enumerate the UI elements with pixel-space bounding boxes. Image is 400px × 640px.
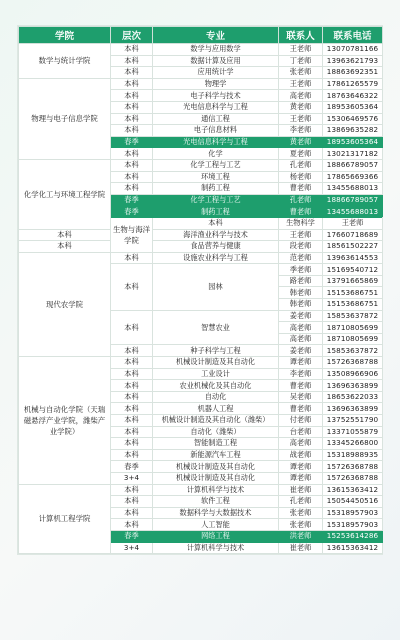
level-cell: 本科 <box>111 426 153 438</box>
college-cell: 化学化工与环境工程学院 <box>19 159 111 229</box>
contact-cell: 段老师 <box>279 241 323 253</box>
phone-cell: 13791665869 <box>323 275 383 287</box>
contact-cell: 高老师 <box>279 438 323 450</box>
level-cell: 3+4 <box>111 542 153 554</box>
phone-cell: 13963621793 <box>323 55 383 67</box>
contact-cell: 王老师 <box>323 217 383 229</box>
phone-cell: 15318988935 <box>323 449 383 461</box>
contact-cell: 崔老师 <box>279 484 323 496</box>
contact-cell: 张老师 <box>279 507 323 519</box>
level-cell: 本科 <box>111 67 153 79</box>
phone-cell: 15253614286 <box>323 530 383 542</box>
contact-cell: 姜老师 <box>279 345 323 357</box>
college-cell: 生物与海洋学院 <box>111 217 153 252</box>
major-cell: 化学工程与工艺 <box>153 159 279 171</box>
major-cell: 机械设计制造及其自动化（潍柴） <box>153 415 279 427</box>
contact-cell: 杨老师 <box>279 171 323 183</box>
phone-cell: 13869635282 <box>323 125 383 137</box>
major-cell: 应用统计学 <box>153 67 279 79</box>
phone-cell: 18866789057 <box>323 194 383 206</box>
admissions-contact-table <box>18 26 383 554</box>
major-cell: 电子信息材料 <box>153 125 279 137</box>
major-cell: 海洋渔业科学与技术 <box>153 229 279 241</box>
level-cell: 本科 <box>111 252 153 264</box>
major-cell: 制药工程 <box>153 206 279 218</box>
phone-cell: 18763646322 <box>323 90 383 102</box>
major-cell: 生物科学 <box>279 217 323 229</box>
table-row <box>19 241 383 253</box>
major-cell: 制药工程 <box>153 183 279 195</box>
major-cell: 软件工程 <box>153 496 279 508</box>
major-cell: 机械设计制造及其自动化 <box>153 472 279 484</box>
college-cell: 物理与电子信息学院 <box>19 78 111 159</box>
contact-cell: 高老师 <box>279 333 323 345</box>
major-cell: 人工智能 <box>153 519 279 531</box>
table-row <box>19 484 383 496</box>
level-cell: 本科 <box>111 496 153 508</box>
contact-cell: 丁老师 <box>279 55 323 67</box>
major-cell: 自动化（潍柴） <box>153 426 279 438</box>
phone-cell: 15169540712 <box>323 264 383 276</box>
college-cell: 现代农学院 <box>19 252 111 356</box>
contact-cell: 谭老师 <box>279 461 323 473</box>
phone-cell: 13615363412 <box>323 484 383 496</box>
level-cell: 本科 <box>111 148 153 160</box>
contact-cell: 曹老师 <box>279 183 323 195</box>
contact-cell: 黄老师 <box>279 101 323 113</box>
contact-cell: 夏老师 <box>279 148 323 160</box>
phone-cell: 13508966906 <box>323 368 383 380</box>
table-row <box>19 229 383 241</box>
contact-cell: 季老师 <box>279 264 323 276</box>
level-cell: 本科 <box>111 415 153 427</box>
level-cell: 本科 <box>153 217 279 229</box>
major-cell: 智能制造工程 <box>153 438 279 450</box>
contact-cell: 黄老师 <box>279 136 323 148</box>
level-cell: 本科 <box>111 125 153 137</box>
header-phone: 联系电话 <box>323 27 383 44</box>
major-cell: 数据计算及应用 <box>153 55 279 67</box>
contact-table-card <box>18 26 382 554</box>
major-cell: 种子科学与工程 <box>153 345 279 357</box>
major-cell: 物理学 <box>153 78 279 90</box>
phone-cell: 15153686751 <box>323 287 383 299</box>
contact-cell: 王老师 <box>279 78 323 90</box>
major-cell: 光电信息科学与工程 <box>153 101 279 113</box>
major-cell: 网络工程 <box>153 530 279 542</box>
phone-cell: 13455688013 <box>323 183 383 195</box>
phone-cell: 15054450516 <box>323 496 383 508</box>
major-cell: 光电信息科学与工程 <box>153 136 279 148</box>
phone-cell: 18953605364 <box>323 136 383 148</box>
contact-cell: 韩老师 <box>279 287 323 299</box>
major-cell: 数学与应用数学 <box>153 44 279 56</box>
phone-cell: 18953605364 <box>323 101 383 113</box>
level-cell: 本科 <box>111 44 153 56</box>
phone-cell: 13021317182 <box>323 148 383 160</box>
contact-cell: 张老师 <box>279 519 323 531</box>
contact-cell: 高老师 <box>279 90 323 102</box>
phone-cell: 15153686751 <box>323 299 383 311</box>
phone-cell: 18866789057 <box>323 159 383 171</box>
table-row <box>19 252 383 264</box>
level-cell: 本科 <box>19 241 111 253</box>
phone-cell: 18710805699 <box>323 322 383 334</box>
phone-cell: 13455688013 <box>323 206 383 218</box>
phone-cell: 15726368788 <box>323 472 383 484</box>
level-cell: 本科 <box>111 159 153 171</box>
contact-cell: 曹老师 <box>279 380 323 392</box>
level-cell: 春季 <box>111 530 153 542</box>
contact-cell: 台老师 <box>279 426 323 438</box>
major-cell: 设施农业科学与工程 <box>153 252 279 264</box>
major-cell: 通信工程 <box>153 113 279 125</box>
level-cell: 本科 <box>111 449 153 461</box>
level-cell: 本科 <box>111 380 153 392</box>
major-cell: 计算机科学与技术 <box>153 484 279 496</box>
table-row <box>19 159 383 171</box>
college-cell: 计算机工程学院 <box>19 484 111 554</box>
major-cell: 机械设计制造及其自动化 <box>153 461 279 473</box>
phone-cell: 15306469576 <box>323 113 383 125</box>
contact-cell: 孔老师 <box>279 496 323 508</box>
level-cell: 本科 <box>111 113 153 125</box>
level-cell: 本科 <box>111 484 153 496</box>
phone-cell: 17660718689 <box>323 229 383 241</box>
level-cell: 本科 <box>111 403 153 415</box>
contact-cell: 李老师 <box>279 125 323 137</box>
contact-cell: 洪老师 <box>279 530 323 542</box>
contact-cell: 韩老师 <box>279 299 323 311</box>
major-cell: 机器人工程 <box>153 403 279 415</box>
phone-cell: 18561502227 <box>323 241 383 253</box>
table-row <box>19 357 383 369</box>
level-cell: 本科 <box>111 90 153 102</box>
phone-cell: 17861265579 <box>323 78 383 90</box>
phone-cell: 15726368788 <box>323 461 383 473</box>
level-cell: 本科 <box>111 55 153 67</box>
level-cell: 本科 <box>111 357 153 369</box>
contact-cell: 孔老师 <box>279 159 323 171</box>
header-major: 专业 <box>153 27 279 44</box>
major-cell: 农业机械化及其自动化 <box>153 380 279 392</box>
level-cell: 春季 <box>111 136 153 148</box>
level-cell: 本科 <box>111 310 153 345</box>
level-cell: 本科 <box>111 507 153 519</box>
contact-cell: 路老师 <box>279 275 323 287</box>
major-cell: 环境工程 <box>153 171 279 183</box>
level-cell: 春季 <box>111 206 153 218</box>
contact-cell: 范老师 <box>279 252 323 264</box>
contact-cell: 战老师 <box>279 449 323 461</box>
level-cell: 本科 <box>111 264 153 310</box>
phone-cell: 15853637872 <box>323 310 383 322</box>
level-cell: 本科 <box>111 391 153 403</box>
level-cell: 本科 <box>111 183 153 195</box>
major-cell: 智慧农业 <box>153 310 279 345</box>
level-cell: 本科 <box>111 171 153 183</box>
level-cell: 本科 <box>111 438 153 450</box>
phone-cell: 13371055879 <box>323 426 383 438</box>
contact-cell: 高老师 <box>279 322 323 334</box>
contact-cell: 姜老师 <box>279 310 323 322</box>
phone-cell: 13963614553 <box>323 252 383 264</box>
contact-cell: 曹老师 <box>279 403 323 415</box>
major-cell: 食品营养与健康 <box>153 241 279 253</box>
contact-cell: 崔老师 <box>279 542 323 554</box>
major-cell: 计算机科学与技术 <box>153 542 279 554</box>
major-cell: 园林 <box>153 264 279 310</box>
level-cell: 春季 <box>111 461 153 473</box>
contact-cell: 谭老师 <box>279 357 323 369</box>
college-cell: 数学与统计学院 <box>19 44 111 79</box>
college-cell: 机械与自动化学院（天瑞磁悬浮产业学院，潍柴产业学院） <box>19 357 111 485</box>
contact-cell: 王老师 <box>279 229 323 241</box>
contact-cell: 付老师 <box>279 415 323 427</box>
contact-cell: 张老师 <box>279 67 323 79</box>
header-contact: 联系人 <box>279 27 323 44</box>
level-cell: 本科 <box>111 368 153 380</box>
phone-cell: 13696363899 <box>323 403 383 415</box>
phone-cell: 13696363899 <box>323 380 383 392</box>
table-row <box>19 44 383 56</box>
level-cell: 本科 <box>111 519 153 531</box>
level-cell: 本科 <box>111 101 153 113</box>
table-row <box>19 78 383 90</box>
header-level: 层次 <box>111 27 153 44</box>
phone-cell: 13752551790 <box>323 415 383 427</box>
level-cell: 本科 <box>111 78 153 90</box>
major-cell: 机械设计制造及其自动化 <box>153 357 279 369</box>
phone-cell: 17865669366 <box>323 171 383 183</box>
major-cell: 工业设计 <box>153 368 279 380</box>
level-cell: 本科 <box>19 229 111 241</box>
header-college: 学院 <box>19 27 111 44</box>
table-body <box>19 44 383 554</box>
phone-cell: 15726368788 <box>323 357 383 369</box>
major-cell: 自动化 <box>153 391 279 403</box>
phone-cell: 15318957903 <box>323 519 383 531</box>
phone-cell: 18653622033 <box>323 391 383 403</box>
contact-cell: 孔老师 <box>279 194 323 206</box>
level-cell: 本科 <box>111 345 153 357</box>
level-cell: 春季 <box>111 194 153 206</box>
phone-cell: 18710805699 <box>323 333 383 345</box>
level-cell: 3+4 <box>111 472 153 484</box>
major-cell: 数据科学与大数据技术 <box>153 507 279 519</box>
major-cell: 化学 <box>153 148 279 160</box>
phone-cell: 13070781166 <box>323 44 383 56</box>
major-cell: 新能源汽车工程 <box>153 449 279 461</box>
major-cell: 化学工程与工艺 <box>153 194 279 206</box>
phone-cell: 15318957903 <box>323 507 383 519</box>
phone-cell: 18863692351 <box>323 67 383 79</box>
phone-cell: 15853637872 <box>323 345 383 357</box>
contact-cell: 曹老师 <box>279 206 323 218</box>
phone-cell: 13345266800 <box>323 438 383 450</box>
phone-cell: 13615363412 <box>323 542 383 554</box>
table-header-row <box>19 27 383 44</box>
major-cell: 电子科学与技术 <box>153 90 279 102</box>
contact-cell: 谭老师 <box>279 472 323 484</box>
contact-cell: 王老师 <box>279 44 323 56</box>
contact-cell: 李老师 <box>279 368 323 380</box>
contact-cell: 吴老师 <box>279 391 323 403</box>
contact-cell: 王老师 <box>279 113 323 125</box>
